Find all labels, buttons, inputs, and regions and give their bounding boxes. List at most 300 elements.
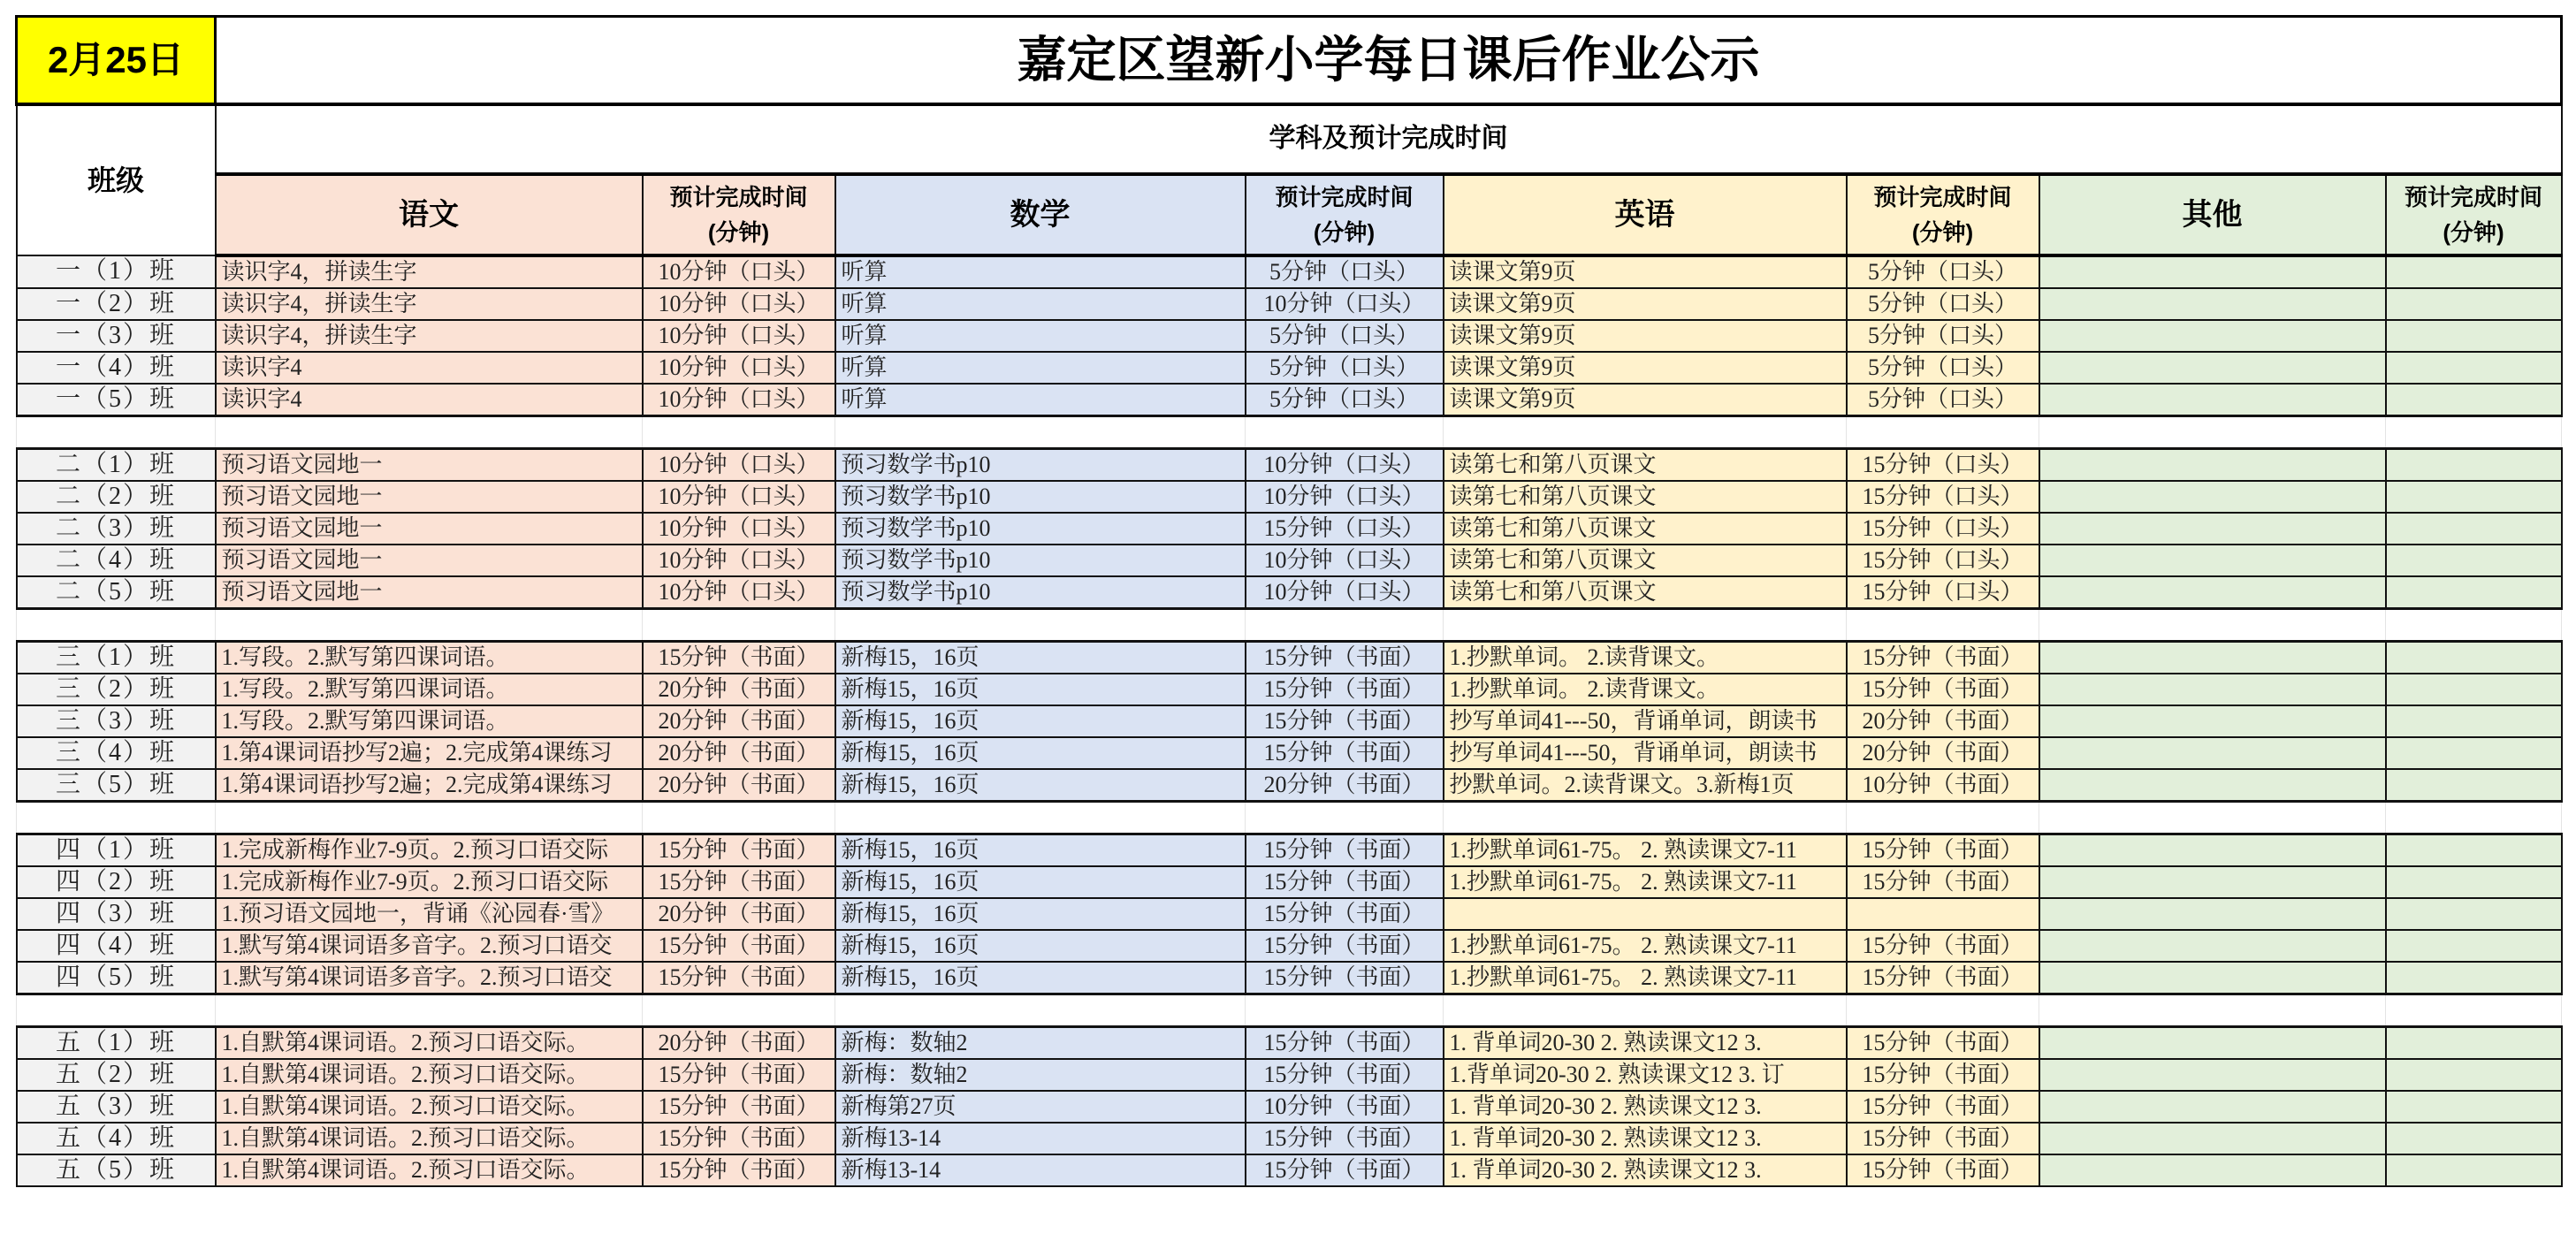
other-time-cell[interactable] xyxy=(2386,1123,2562,1154)
english-time-cell[interactable]: 15分钟（书面） xyxy=(1847,1154,2039,1186)
class-cell[interactable]: 四（3）班 xyxy=(17,898,216,930)
other-time-cell[interactable] xyxy=(2386,448,2562,481)
chinese-homework-cell[interactable]: 1.默写第4课词语多音字。2.预习口语交 xyxy=(216,962,643,994)
english-time-cell[interactable]: 15分钟（书面） xyxy=(1847,930,2039,962)
class-cell[interactable]: 三（4）班 xyxy=(17,737,216,769)
chinese-homework-cell[interactable]: 读识字4 xyxy=(216,384,643,416)
chinese-time-cell[interactable]: 10分钟（口头） xyxy=(643,545,835,576)
table-row xyxy=(17,898,2562,930)
math-time-header xyxy=(1246,174,1444,255)
chinese-time-header xyxy=(643,174,835,255)
math-time-cell[interactable]: 10分钟（口头） xyxy=(1246,576,1444,609)
chinese-homework-cell[interactable]: 预习语文园地一 xyxy=(216,513,643,545)
english-homework-cell[interactable]: 读课文第9页 xyxy=(1444,384,1847,416)
other-time-cell[interactable] xyxy=(2386,320,2562,352)
english-homework-cell[interactable]: 读课文第9页 xyxy=(1444,288,1847,320)
table-row xyxy=(17,737,2562,769)
english-time-cell[interactable]: 15分钟（书面） xyxy=(1847,674,2039,705)
english-time-cell[interactable]: 15分钟（书面） xyxy=(1847,962,2039,994)
english-time-cell[interactable]: 15分钟（口头） xyxy=(1847,481,2039,513)
time-header-line2: (分钟) xyxy=(707,218,770,246)
other-time-cell[interactable] xyxy=(2386,898,2562,930)
time-header-line1: 预计完成时间 xyxy=(1873,183,2012,210)
other-homework-cell[interactable] xyxy=(2039,1123,2386,1154)
spacer-cell xyxy=(1444,801,1847,834)
english-time-cell[interactable]: 15分钟（书面） xyxy=(1847,641,2039,674)
chinese-homework-cell[interactable]: 预习语文园地一 xyxy=(216,576,643,609)
class-cell[interactable]: 二（5）班 xyxy=(17,576,216,609)
chinese-homework-cell[interactable]: 1.自默第4课词语。2.预习口语交际。 xyxy=(216,1026,643,1059)
table-row xyxy=(17,1091,2562,1123)
math-time-cell[interactable]: 15分钟（书面） xyxy=(1246,962,1444,994)
chinese-time-cell[interactable]: 15分钟（书面） xyxy=(643,834,835,866)
english-homework-cell[interactable]: 1.抄默单词61-75。 2. 熟读课文7-11 xyxy=(1444,866,1847,898)
math-homework-cell[interactable]: 预习数学书p10 xyxy=(835,576,1246,609)
math-time-cell[interactable]: 10分钟（口头） xyxy=(1246,481,1444,513)
chinese-homework-cell[interactable]: 1.写段。2.默写第四课词语。 xyxy=(216,705,643,737)
math-time-cell[interactable]: 10分钟（书面） xyxy=(1246,1091,1444,1123)
math-homework-cell[interactable]: 新梅15，16页 xyxy=(835,641,1246,674)
class-cell[interactable]: 五（5）班 xyxy=(17,1154,216,1186)
english-homework-cell[interactable]: 1.抄默单词61-75。 2. 熟读课文7-11 xyxy=(1444,930,1847,962)
chinese-time-cell[interactable]: 10分钟（口头） xyxy=(643,384,835,416)
table-row xyxy=(17,320,2562,352)
chinese-time-cell[interactable]: 10分钟（口头） xyxy=(643,320,835,352)
other-time-cell[interactable] xyxy=(2386,962,2562,994)
math-time-cell[interactable]: 15分钟（书面） xyxy=(1246,1154,1444,1186)
other-time-cell[interactable] xyxy=(2386,834,2562,866)
other-time-cell[interactable] xyxy=(2386,737,2562,769)
other-time-cell[interactable] xyxy=(2386,352,2562,384)
class-cell[interactable]: 四（1）班 xyxy=(17,834,216,866)
math-homework-cell[interactable]: 听算 xyxy=(835,288,1246,320)
english-homework-cell[interactable]: 1.背单词20-30 2. 熟读课文12 3. 订 xyxy=(1444,1059,1847,1091)
math-time-cell[interactable]: 5分钟（口头） xyxy=(1246,320,1444,352)
chinese-time-cell[interactable]: 10分钟（口头） xyxy=(643,481,835,513)
other-homework-cell[interactable] xyxy=(2039,481,2386,513)
class-cell[interactable]: 四（4）班 xyxy=(17,930,216,962)
english-homework-cell[interactable]: 读第七和第八页课文 xyxy=(1444,481,1847,513)
math-homework-cell[interactable]: 新梅15，16页 xyxy=(835,962,1246,994)
other-time-cell[interactable] xyxy=(2386,641,2562,674)
math-homework-cell[interactable]: 预习数学书p10 xyxy=(835,448,1246,481)
chinese-homework-cell[interactable]: 预习语文园地一 xyxy=(216,545,643,576)
other-time-cell[interactable] xyxy=(2386,930,2562,962)
english-homework-cell[interactable]: 读第七和第八页课文 xyxy=(1444,576,1847,609)
class-cell[interactable]: 二（4）班 xyxy=(17,545,216,576)
other-time-cell[interactable] xyxy=(2386,545,2562,576)
spacer-cell xyxy=(17,801,216,834)
other-header: 其他 xyxy=(2039,174,2386,255)
chinese-time-cell[interactable]: 10分钟（口头） xyxy=(643,576,835,609)
other-homework-cell[interactable] xyxy=(2039,866,2386,898)
time-header-line1: 预计完成时间 xyxy=(2404,183,2542,210)
chinese-time-cell[interactable]: 10分钟（口头） xyxy=(643,255,835,288)
spacer-cell xyxy=(17,608,216,641)
chinese-time-cell[interactable]: 15分钟（书面） xyxy=(643,1123,835,1154)
class-cell[interactable]: 五（3）班 xyxy=(17,1091,216,1123)
english-homework-cell[interactable]: 1.抄默单词。 2.读背课文。 xyxy=(1444,674,1847,705)
spacer-cell xyxy=(835,801,1246,834)
class-cell[interactable]: 四（2）班 xyxy=(17,866,216,898)
chinese-header: 语文 xyxy=(216,174,643,255)
spacer-cell xyxy=(1847,608,2039,641)
other-homework-cell[interactable] xyxy=(2039,576,2386,609)
math-homework-cell[interactable]: 新梅13-14 xyxy=(835,1154,1246,1186)
math-time-cell[interactable]: 10分钟（口头） xyxy=(1246,545,1444,576)
class-cell[interactable]: 五（4）班 xyxy=(17,1123,216,1154)
table-row xyxy=(17,545,2562,576)
class-cell[interactable]: 一（4）班 xyxy=(17,352,216,384)
spacer-row xyxy=(17,994,2562,1026)
spacer-cell xyxy=(2039,608,2386,641)
table-row xyxy=(17,930,2562,962)
spacer-cell xyxy=(835,415,1246,448)
spacer-cell xyxy=(1847,801,2039,834)
class-cell[interactable]: 一（5）班 xyxy=(17,384,216,416)
math-time-cell[interactable]: 15分钟（口头） xyxy=(1246,513,1444,545)
spacer-cell xyxy=(1246,608,1444,641)
other-time-cell[interactable] xyxy=(2386,1026,2562,1059)
class-cell[interactable]: 三（2）班 xyxy=(17,674,216,705)
math-time-cell[interactable]: 10分钟（口头） xyxy=(1246,288,1444,320)
other-time-cell[interactable] xyxy=(2386,674,2562,705)
english-homework-cell[interactable]: 1. 背单词20-30 2. 熟读课文12 3. xyxy=(1444,1091,1847,1123)
chinese-homework-cell[interactable]: 预习语文园地一 xyxy=(216,481,643,513)
math-time-cell[interactable]: 15分钟（书面） xyxy=(1246,737,1444,769)
math-homework-cell[interactable]: 预习数学书p10 xyxy=(835,545,1246,576)
other-homework-cell[interactable] xyxy=(2039,545,2386,576)
spacer-cell xyxy=(216,801,643,834)
english-homework-cell[interactable]: 抄写单词41---50，背诵单词，朗读书 xyxy=(1444,705,1847,737)
class-cell[interactable]: 三（5）班 xyxy=(17,769,216,802)
english-time-cell[interactable]: 10分钟（书面） xyxy=(1847,769,2039,802)
subtitle: 学科及预计完成时间 xyxy=(216,104,2562,174)
math-time-cell[interactable]: 15分钟（书面） xyxy=(1246,1059,1444,1091)
other-homework-cell[interactable] xyxy=(2039,1059,2386,1091)
class-cell[interactable]: 三（1）班 xyxy=(17,641,216,674)
english-time-cell[interactable]: 5分钟（口头） xyxy=(1847,255,2039,288)
english-homework-cell[interactable]: 1. 背单词20-30 2. 熟读课文12 3. xyxy=(1444,1026,1847,1059)
other-homework-cell[interactable] xyxy=(2039,448,2386,481)
english-time-cell[interactable]: 5分钟（口头） xyxy=(1847,352,2039,384)
spacer-cell xyxy=(1246,415,1444,448)
chinese-time-cell[interactable]: 15分钟（书面） xyxy=(643,866,835,898)
math-time-cell[interactable]: 15分钟（书面） xyxy=(1246,1026,1444,1059)
math-time-cell[interactable]: 5分钟（口头） xyxy=(1246,255,1444,288)
spacer-cell xyxy=(643,994,835,1026)
chinese-time-cell[interactable]: 20分钟（书面） xyxy=(643,674,835,705)
chinese-time-cell[interactable]: 10分钟（口头） xyxy=(643,288,835,320)
other-homework-cell[interactable] xyxy=(2039,737,2386,769)
math-time-cell[interactable]: 15分钟（书面） xyxy=(1246,1123,1444,1154)
spacer-cell xyxy=(216,608,643,641)
chinese-homework-cell[interactable]: 1.预习语文园地一，背诵《沁园春·雪》 xyxy=(216,898,643,930)
english-homework-cell[interactable]: 读第七和第八页课文 xyxy=(1444,513,1847,545)
english-homework-cell[interactable]: 读课文第9页 xyxy=(1444,352,1847,384)
math-homework-cell[interactable]: 听算 xyxy=(835,320,1246,352)
other-homework-cell[interactable] xyxy=(2039,769,2386,802)
time-header-line2: (分钟) xyxy=(2443,218,2504,246)
other-homework-cell[interactable] xyxy=(2039,1026,2386,1059)
math-homework-cell[interactable]: 听算 xyxy=(835,384,1246,416)
spacer-cell xyxy=(1847,994,2039,1026)
english-time-cell[interactable]: 15分钟（口头） xyxy=(1847,513,2039,545)
math-time-cell[interactable]: 15分钟（书面） xyxy=(1246,930,1444,962)
other-time-cell[interactable] xyxy=(2386,1154,2562,1186)
spacer-cell xyxy=(17,994,216,1026)
chinese-time-cell[interactable]: 20分钟（书面） xyxy=(643,737,835,769)
date-cell: 2月25日 xyxy=(17,17,216,104)
class-cell[interactable]: 一（3）班 xyxy=(17,320,216,352)
other-homework-cell[interactable] xyxy=(2039,705,2386,737)
spacer-cell xyxy=(1444,994,1847,1026)
english-homework-cell[interactable]: 读第七和第八页课文 xyxy=(1444,545,1847,576)
chinese-homework-cell[interactable]: 1.第4课词语抄写2遍；2.完成第4课练习 xyxy=(216,769,643,802)
class-cell[interactable]: 一（2）班 xyxy=(17,288,216,320)
english-time-cell[interactable]: 5分钟（口头） xyxy=(1847,320,2039,352)
chinese-homework-cell[interactable]: 1.完成新梅作业7-9页。2.预习口语交际 xyxy=(216,866,643,898)
math-time-cell[interactable]: 10分钟（口头） xyxy=(1246,448,1444,481)
other-time-cell[interactable] xyxy=(2386,576,2562,609)
chinese-time-cell[interactable]: 20分钟（书面） xyxy=(643,898,835,930)
english-time-cell[interactable]: 15分钟（书面） xyxy=(1847,834,2039,866)
other-homework-cell[interactable] xyxy=(2039,898,2386,930)
table-row xyxy=(17,641,2562,674)
math-homework-cell[interactable]: 新梅15，16页 xyxy=(835,898,1246,930)
english-time-cell[interactable]: 15分钟（书面） xyxy=(1847,1059,2039,1091)
other-homework-cell[interactable] xyxy=(2039,288,2386,320)
chinese-homework-cell[interactable]: 读识字4 xyxy=(216,352,643,384)
math-homework-cell[interactable]: 新梅：数轴2 xyxy=(835,1059,1246,1091)
spacer-cell xyxy=(17,415,216,448)
chinese-homework-cell[interactable]: 1.自默第4课词语。2.预习口语交际。 xyxy=(216,1123,643,1154)
chinese-homework-cell[interactable]: 1.第4课词语抄写2遍；2.完成第4课练习 xyxy=(216,737,643,769)
table-row xyxy=(17,834,2562,866)
table-row xyxy=(17,255,2562,288)
other-time-cell[interactable] xyxy=(2386,1059,2562,1091)
other-time-cell[interactable] xyxy=(2386,513,2562,545)
math-homework-cell[interactable]: 新梅15，16页 xyxy=(835,705,1246,737)
math-homework-cell[interactable]: 新梅15，16页 xyxy=(835,674,1246,705)
english-time-cell[interactable]: 15分钟（口头） xyxy=(1847,576,2039,609)
chinese-homework-cell[interactable]: 1.写段。2.默写第四课词语。 xyxy=(216,641,643,674)
math-time-cell[interactable]: 20分钟（书面） xyxy=(1246,769,1444,802)
chinese-time-cell[interactable]: 10分钟（口头） xyxy=(643,352,835,384)
spacer-cell xyxy=(2386,415,2562,448)
english-time-cell[interactable]: 15分钟（口头） xyxy=(1847,545,2039,576)
class-cell[interactable]: 三（3）班 xyxy=(17,705,216,737)
spacer-cell xyxy=(1246,994,1444,1026)
class-cell[interactable]: 二（1）班 xyxy=(17,448,216,481)
chinese-time-cell[interactable]: 15分钟（书面） xyxy=(643,1059,835,1091)
class-cell[interactable]: 一（1）班 xyxy=(17,255,216,288)
english-homework-cell[interactable]: 1.抄默单词61-75。 2. 熟读课文7-11 xyxy=(1444,834,1847,866)
chinese-homework-cell[interactable]: 预习语文园地一 xyxy=(216,448,643,481)
chinese-time-cell[interactable]: 20分钟（书面） xyxy=(643,769,835,802)
other-homework-cell[interactable] xyxy=(2039,352,2386,384)
math-time-cell[interactable]: 5分钟（口头） xyxy=(1246,384,1444,416)
chinese-homework-cell[interactable]: 1.自默第4课词语。2.预习口语交际。 xyxy=(216,1154,643,1186)
other-time-cell[interactable] xyxy=(2386,481,2562,513)
math-homework-cell[interactable]: 新梅：数轴2 xyxy=(835,1026,1246,1059)
english-header: 英语 xyxy=(1444,174,1847,255)
spacer-cell xyxy=(2386,801,2562,834)
spacer-cell xyxy=(2386,994,2562,1026)
math-homework-cell[interactable]: 听算 xyxy=(835,255,1246,288)
english-time-cell[interactable]: 5分钟（口头） xyxy=(1847,384,2039,416)
table-row xyxy=(17,1123,2562,1154)
spacer-row xyxy=(17,415,2562,448)
english-time-header xyxy=(1847,174,2039,255)
spacer-cell xyxy=(835,994,1246,1026)
other-homework-cell[interactable] xyxy=(2039,641,2386,674)
math-homework-cell[interactable]: 新梅15，16页 xyxy=(835,866,1246,898)
time-header-line2: (分钟) xyxy=(1911,218,1974,246)
table-row xyxy=(17,1026,2562,1059)
table-row xyxy=(17,962,2562,994)
spacer-cell xyxy=(1444,608,1847,641)
math-time-cell[interactable]: 15分钟（书面） xyxy=(1246,674,1444,705)
math-time-cell[interactable]: 5分钟（口头） xyxy=(1246,352,1444,384)
other-homework-cell[interactable] xyxy=(2039,930,2386,962)
spacer-row xyxy=(17,608,2562,641)
chinese-homework-cell[interactable]: 1.默写第4课词语多音字。2.预习口语交 xyxy=(216,930,643,962)
chinese-time-cell[interactable]: 15分钟（书面） xyxy=(643,641,835,674)
spacer-cell xyxy=(1246,801,1444,834)
english-homework-cell[interactable]: 1. 背单词20-30 2. 熟读课文12 3. xyxy=(1444,1123,1847,1154)
english-homework-cell[interactable]: 读课文第9页 xyxy=(1444,255,1847,288)
math-time-cell[interactable]: 15分钟（书面） xyxy=(1246,898,1444,930)
chinese-time-cell[interactable]: 15分钟（书面） xyxy=(643,930,835,962)
math-homework-cell[interactable]: 新梅第27页 xyxy=(835,1091,1246,1123)
other-time-cell[interactable] xyxy=(2386,769,2562,802)
spacer-cell xyxy=(835,608,1246,641)
english-time-cell[interactable]: 5分钟（口头） xyxy=(1847,288,2039,320)
english-time-cell[interactable]: 15分钟（书面） xyxy=(1847,1091,2039,1123)
table-row xyxy=(17,352,2562,384)
math-homework-cell[interactable]: 新梅15，16页 xyxy=(835,930,1246,962)
page-title: 嘉定区望新小学每日课后作业公示 xyxy=(216,17,2562,104)
chinese-time-cell[interactable]: 10分钟（口头） xyxy=(643,513,835,545)
english-homework-cell[interactable]: 1. 背单词20-30 2. 熟读课文12 3. xyxy=(1444,1154,1847,1186)
other-homework-cell[interactable] xyxy=(2039,384,2386,416)
spacer-cell xyxy=(643,801,835,834)
chinese-time-cell[interactable]: 20分钟（书面） xyxy=(643,705,835,737)
chinese-time-cell[interactable]: 15分钟（书面） xyxy=(643,962,835,994)
class-cell[interactable]: 五（2）班 xyxy=(17,1059,216,1091)
other-homework-cell[interactable] xyxy=(2039,962,2386,994)
english-time-cell[interactable]: 15分钟（书面） xyxy=(1847,1123,2039,1154)
table-row xyxy=(17,384,2562,416)
english-time-cell[interactable]: 20分钟（书面） xyxy=(1847,737,2039,769)
table-row xyxy=(17,866,2562,898)
chinese-homework-cell[interactable]: 读识字4，拼读生字 xyxy=(216,288,643,320)
table-row xyxy=(17,513,2562,545)
other-homework-cell[interactable] xyxy=(2039,1091,2386,1123)
other-time-cell[interactable] xyxy=(2386,384,2562,416)
chinese-time-cell[interactable]: 15分钟（书面） xyxy=(643,1154,835,1186)
chinese-time-cell[interactable]: 20分钟（书面） xyxy=(643,1026,835,1059)
english-homework-cell[interactable]: 读第七和第八页课文 xyxy=(1444,448,1847,481)
spacer-cell xyxy=(2386,608,2562,641)
other-time-cell[interactable] xyxy=(2386,1091,2562,1123)
chinese-homework-cell[interactable]: 1.写段。2.默写第四课词语。 xyxy=(216,674,643,705)
math-time-cell[interactable]: 15分钟（书面） xyxy=(1246,705,1444,737)
math-time-cell[interactable]: 15分钟（书面） xyxy=(1246,834,1444,866)
math-homework-cell[interactable]: 预习数学书p10 xyxy=(835,513,1246,545)
class-cell[interactable]: 五（1）班 xyxy=(17,1026,216,1059)
other-homework-cell[interactable] xyxy=(2039,674,2386,705)
english-homework-cell[interactable]: 1.抄默单词。 2.读背课文。 xyxy=(1444,641,1847,674)
time-header-line1: 预计完成时间 xyxy=(669,183,808,210)
class-cell[interactable]: 四（5）班 xyxy=(17,962,216,994)
spacer-cell xyxy=(643,608,835,641)
english-homework-cell[interactable]: 1.抄默单词61-75。 2. 熟读课文7-11 xyxy=(1444,962,1847,994)
math-homework-cell[interactable]: 新梅13-14 xyxy=(835,1123,1246,1154)
english-homework-cell[interactable]: 抄写单词41---50，背诵单词，朗读书 xyxy=(1444,737,1847,769)
table-row xyxy=(17,1154,2562,1186)
english-time-cell[interactable]: 15分钟（书面） xyxy=(1847,1026,2039,1059)
math-header: 数学 xyxy=(835,174,1246,255)
spacer-cell xyxy=(2039,801,2386,834)
chinese-homework-cell[interactable]: 读识字4，拼读生字 xyxy=(216,320,643,352)
other-homework-cell[interactable] xyxy=(2039,255,2386,288)
other-time-cell[interactable] xyxy=(2386,288,2562,320)
homework-table xyxy=(15,15,2563,1187)
class-cell[interactable]: 二（3）班 xyxy=(17,513,216,545)
spacer-cell xyxy=(1847,415,2039,448)
time-header-line1: 预计完成时间 xyxy=(1275,183,1414,210)
chinese-time-cell[interactable]: 15分钟（书面） xyxy=(643,1091,835,1123)
chinese-homework-cell[interactable]: 1.自默第4课词语。2.预习口语交际。 xyxy=(216,1091,643,1123)
class-cell[interactable]: 二（2）班 xyxy=(17,481,216,513)
table-row xyxy=(17,448,2562,481)
english-time-cell[interactable]: 15分钟（口头） xyxy=(1847,448,2039,481)
english-homework-cell[interactable]: 抄默单词。2.读背课文。3.新梅1页 xyxy=(1444,769,1847,802)
other-homework-cell[interactable] xyxy=(2039,1154,2386,1186)
other-homework-cell[interactable] xyxy=(2039,513,2386,545)
math-homework-cell[interactable]: 听算 xyxy=(835,352,1246,384)
math-homework-cell[interactable]: 新梅15，16页 xyxy=(835,769,1246,802)
chinese-homework-cell[interactable]: 读识字4，拼读生字 xyxy=(216,255,643,288)
spacer-cell xyxy=(2039,994,2386,1026)
other-homework-cell[interactable] xyxy=(2039,834,2386,866)
other-time-cell[interactable] xyxy=(2386,866,2562,898)
english-time-cell[interactable] xyxy=(1847,898,2039,930)
spacer-cell xyxy=(2039,415,2386,448)
other-time-cell[interactable] xyxy=(2386,705,2562,737)
spacer-row xyxy=(17,801,2562,834)
english-homework-cell[interactable] xyxy=(1444,898,1847,930)
english-time-cell[interactable]: 15分钟（书面） xyxy=(1847,866,2039,898)
time-header-line2: (分钟) xyxy=(1313,218,1376,246)
chinese-homework-cell[interactable]: 1.自默第4课词语。2.预习口语交际。 xyxy=(216,1059,643,1091)
chinese-time-cell[interactable]: 10分钟（口头） xyxy=(643,448,835,481)
english-time-cell[interactable]: 20分钟（书面） xyxy=(1847,705,2039,737)
math-time-cell[interactable]: 15分钟（书面） xyxy=(1246,866,1444,898)
spacer-cell xyxy=(643,415,835,448)
math-homework-cell[interactable]: 新梅15，16页 xyxy=(835,834,1246,866)
math-homework-cell[interactable]: 新梅15，16页 xyxy=(835,737,1246,769)
other-homework-cell[interactable] xyxy=(2039,320,2386,352)
math-time-cell[interactable]: 15分钟（书面） xyxy=(1246,641,1444,674)
other-time-header xyxy=(2386,174,2562,255)
math-homework-cell[interactable]: 预习数学书p10 xyxy=(835,481,1246,513)
chinese-homework-cell[interactable]: 1.完成新梅作业7-9页。2.预习口语交际 xyxy=(216,834,643,866)
english-homework-cell[interactable]: 读课文第9页 xyxy=(1444,320,1847,352)
other-time-cell[interactable] xyxy=(2386,255,2562,288)
